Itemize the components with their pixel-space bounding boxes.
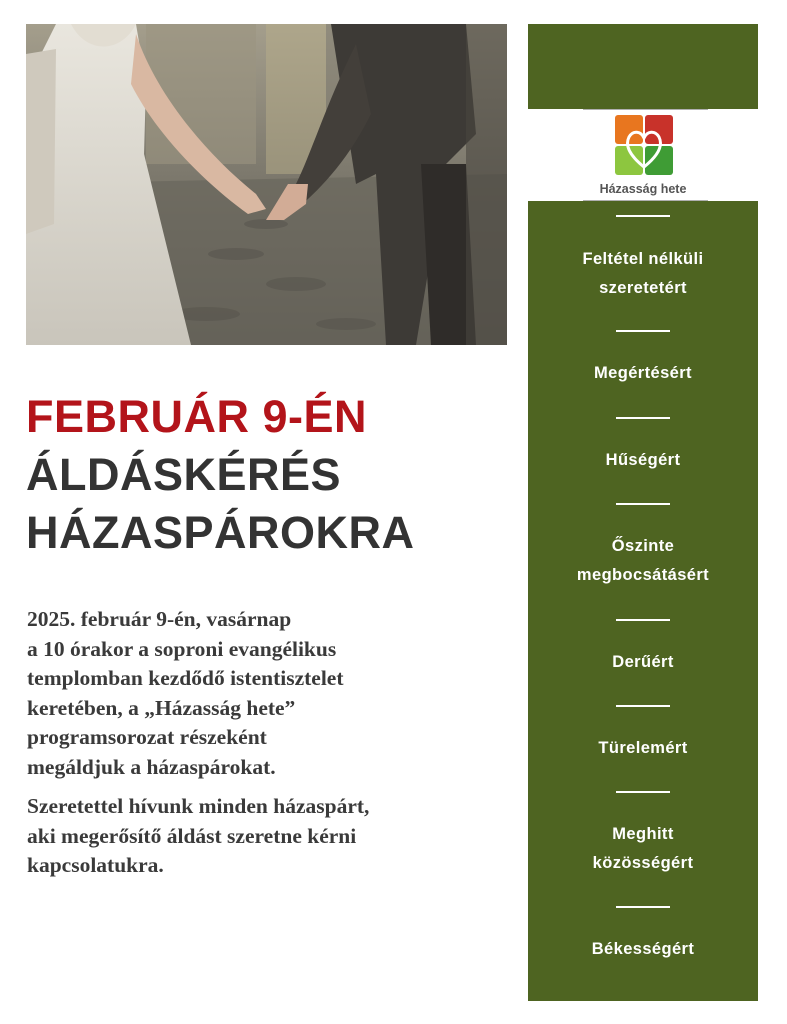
value-label: Őszinte [611, 537, 675, 555]
value-item-understanding [528, 359, 758, 388]
invitation-text [27, 605, 507, 891]
text-line: 2025. február 9-én, vasárnap [27, 607, 292, 631]
text-line: aki megerősítő áldást szeretne kérni [27, 823, 357, 848]
heart-logo-icon [615, 115, 673, 177]
divider [616, 906, 670, 908]
logo-divider [583, 109, 708, 110]
value-label: Meghitt [612, 825, 674, 843]
couple-holding-hands-photo [26, 24, 507, 345]
text-line: Szeretettel hívunk minden házaspárt, [27, 794, 370, 818]
value-label: Türelemért [598, 739, 688, 757]
sidebar-top-band [528, 24, 758, 109]
value-item-peace [528, 935, 758, 964]
value-item-faithfulness [528, 446, 758, 475]
headline-date: FEBRUÁR 9-ÉN [26, 391, 368, 442]
text-line: kapcsolatukra. [27, 853, 164, 877]
logo-text: Házasság hete [599, 182, 687, 196]
value-label: Hűségért [605, 451, 681, 469]
invitation-paragraph-1 [27, 605, 507, 782]
text-line: keretében, a „Házasság hete” [27, 695, 296, 720]
text-line: templomban kezdődő istentisztelet [27, 666, 344, 690]
value-item-patience [528, 734, 758, 763]
value-label: Feltétel nélküli [582, 250, 704, 268]
hazassag-hete-logo [528, 109, 758, 201]
headline-line-3: HÁZASPÁROKRA [26, 507, 415, 558]
text-line: programsorozat részeként [27, 725, 267, 749]
divider [616, 791, 670, 793]
divider [616, 705, 670, 707]
value-label: Derűért [612, 653, 674, 671]
value-label: szeretetért [599, 279, 687, 297]
photo-illustration [26, 24, 507, 345]
values-sidebar [528, 201, 758, 1001]
text-line: megáldjuk a házaspárokat. [27, 754, 276, 779]
text-line: a 10 órakor a soproni evangélikus [27, 636, 337, 661]
divider [616, 503, 670, 505]
value-item-forgiveness [528, 532, 758, 590]
headline-line-2: ÁLDÁSKÉRÉS [26, 449, 342, 500]
divider [616, 619, 670, 621]
divider [616, 215, 670, 217]
value-label: közösségért [592, 854, 694, 872]
value-item-unconditional-love [528, 245, 758, 303]
value-label: Békességért [591, 940, 695, 958]
value-label: megbocsátásért [576, 566, 710, 584]
value-label: Megértésért [594, 364, 692, 382]
value-item-intimate-community [528, 820, 758, 878]
divider [616, 330, 670, 332]
invitation-paragraph-2 [27, 792, 507, 881]
value-item-cheerfulness [528, 648, 758, 677]
headline [26, 388, 506, 562]
divider [616, 417, 670, 419]
